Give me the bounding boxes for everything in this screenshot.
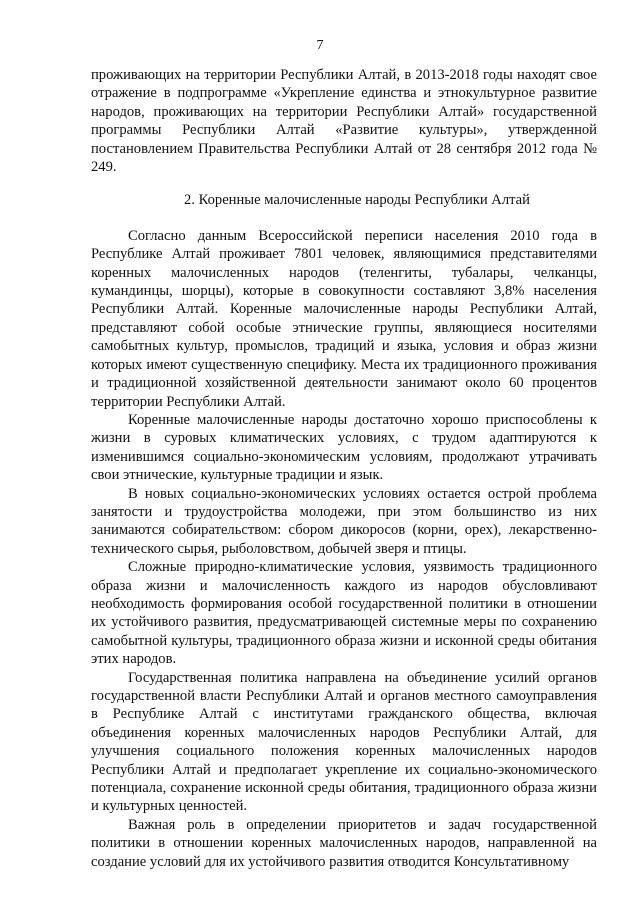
paragraph-state-policy: Государственная политика направлена на объединение усилий органов государственной власти Республики Алтай и органов местного самоуправления в Республике Алтай с институтами гражданского общества, включая объединения коренных малочисленных народов Республики Алтай, для улучшения социального положения коренных малочисленных народов Республики Алтай и предполагает укрепление их социально-экономического потенциала, сохранение исконной среды обитания, традиционного образа жизни и культурных ценностей. [91,669,597,815]
paragraph-census: Согласно данным Всероссийской переписи населения 2010 года в Республике Алтай проживает 7801 человек, являющимися представителями коренных малочисленных народов (теленгиты, тубалары, челканцы, кумандинцы, шорцы), которые в совокупности составляют 3,8% населения Республики Алтай. Коренные малочисленные народы Республики Алтай, представляют собой особые этнические группы, являющиеся носителями самобытных культур, промыслов, традиций и языка, условия и образ жизни которых имеют существенную специфику. Места их традиционного проживания и традиционной хозяйственной деятельности занимают около 60 процентов территории Республики Алтай. [91,227,597,410]
document-body [91,66,597,871]
paragraph-conditions: Сложные природно-климатические условия, уязвимость традиционного образа жизни и малочисленность каждого из народов обусловливают необходимость формирования особой государственной политики в отношении их устойчивого развития, предусматривающей системные меры по сохранению самобытной культуры, традиционного образа жизни и исконной среды обитания этих народов. [91,559,597,668]
paragraph-adaptation: Коренные малочисленные народы достаточно хорошо приспособлены к жизни в суровых климатических условиях, с трудом адаптируются к изменившимся социально-экономическим условиям, продолжают утрачивать свои этнические, культурные традиции и язык. [91,411,597,484]
section-heading: 2. Коренные малочисленные народы Республики Алтай [184,192,530,209]
paragraph-priorities: Важная роль в определении приоритетов и задач государственной политики в отношении коренных малочисленных народов, направленной на создание условий для их устойчивого развития отводится Консультативному [91,816,597,870]
paragraph-employment: В новых социально-экономических условиях остается острой проблема занятости и трудоустройства молодежи, при этом большинство из них занимаются собирательством: сбором дикоросов (корни, орех), лекарственно-технического сырья, рыболовством, добычей зверя и птицы. [91,485,597,557]
paragraph-continuation: проживающих на территории Республики Алтай, в 2013-2018 годы находят свое отражение в подпрограмме «Укрепление единства и этнокультурное развитие народов, проживающих на территории Республики Алтай» государственной программы Республики Алтай «Развитие культуры», утвержденной постановлением Правительства Республики Алтай от 28 сентября 2012 года № 249. [91,67,597,176]
page-number: 7 [316,38,324,53]
